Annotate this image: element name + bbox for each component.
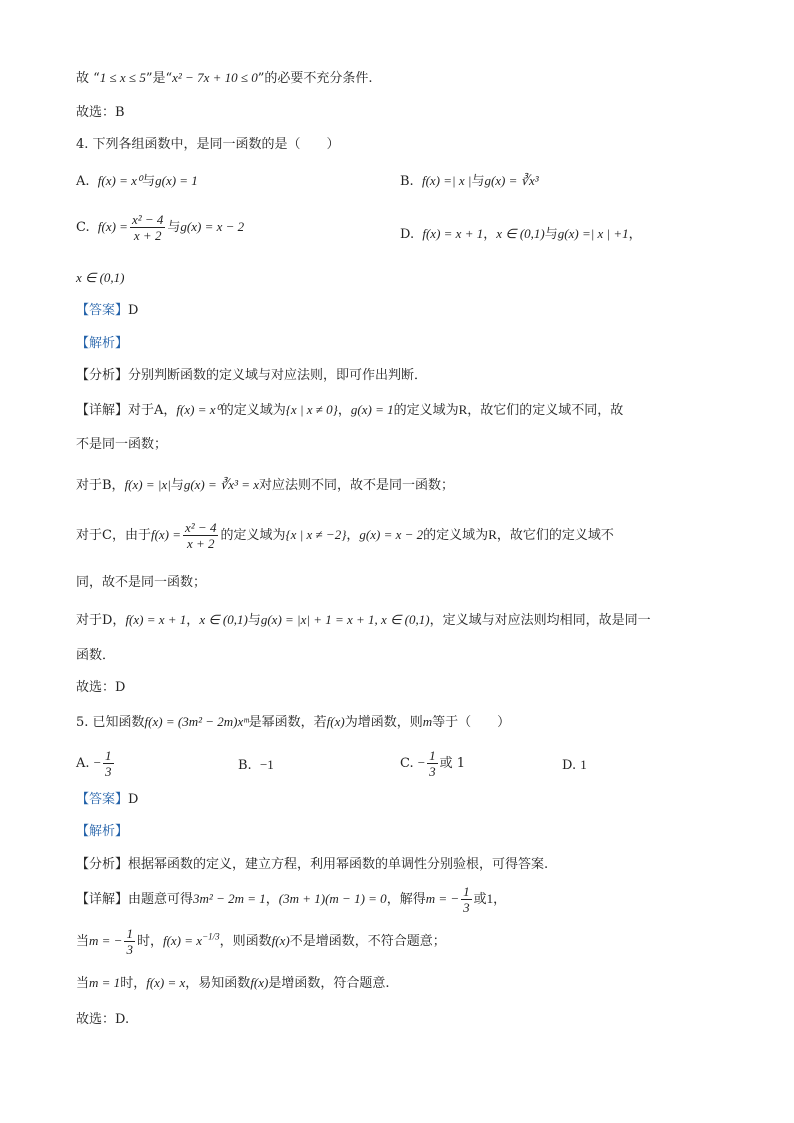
- math: f(x) = x: [146, 975, 186, 990]
- math: f(x) = x + 1: [422, 226, 484, 241]
- math: −1: [259, 757, 274, 772]
- option-label: B.: [238, 758, 252, 773]
- text: 是幂函数，若: [248, 715, 327, 730]
- text: 与: [247, 613, 261, 628]
- text: ”的必要不充分条件.: [257, 71, 373, 86]
- text: ，定义域与对应法则均相同，故是同一: [429, 613, 651, 628]
- numerator: x² − 4: [131, 212, 164, 227]
- text: ，故它们的定义域不同，故: [467, 403, 624, 418]
- text: 的定义域为: [393, 403, 459, 418]
- question-5-stem: [76, 714, 510, 731]
- text: 的定义域为: [220, 403, 286, 418]
- answer-tag: 【答案】: [76, 792, 129, 807]
- math: f(x) = x⁰: [176, 402, 221, 417]
- fenxi-tag: 【分析】: [76, 857, 129, 872]
- q5-detail-line-3: [76, 975, 390, 992]
- q4-analysis-tag: 【解析】: [76, 336, 129, 351]
- text: 不是增函数，不符合题意；: [289, 934, 446, 949]
- math: f(x) = (3m² − 2m)xᵐ: [144, 714, 249, 729]
- conclusion-line: [76, 70, 373, 87]
- text: 对应法则不同，故不是同一函数；: [259, 478, 455, 493]
- option-label: B.: [400, 174, 414, 189]
- denominator: 3: [429, 764, 436, 779]
- option-label: C.: [400, 756, 414, 771]
- numerator: 1: [105, 748, 112, 763]
- denominator: 3: [463, 900, 470, 915]
- text: 或 1: [439, 756, 466, 771]
- text: 是增函数，符合题意.: [268, 976, 390, 991]
- math: m = −: [425, 891, 460, 906]
- math: {x | x ≠ 0}: [285, 402, 338, 417]
- option-label: A.: [76, 174, 90, 189]
- text: ，易知函数: [185, 976, 251, 991]
- math: R: [458, 402, 468, 417]
- q4-detail-line-4: [76, 520, 614, 551]
- denominator: x + 2: [186, 536, 215, 551]
- q5-choice: 故选：D.: [76, 1012, 130, 1027]
- numerator: 1: [126, 926, 133, 941]
- text: ，: [483, 227, 497, 242]
- question-4-stem: 4. 下列各组函数中，是同一函数的是（ ）: [76, 137, 340, 152]
- xiangjie-tag: 【详解】: [76, 892, 129, 907]
- math: x² − 7x + 10 ≤ 0: [172, 70, 258, 85]
- text: 5. 已知函数: [76, 715, 145, 730]
- math: 1: [580, 757, 587, 772]
- math: m: [422, 714, 433, 729]
- math: 1 ≤ x ≤ 5: [99, 70, 146, 85]
- q4-detail-line-3: [76, 477, 454, 494]
- text: 由题意可得: [128, 892, 194, 907]
- q5-option-d: [562, 757, 587, 774]
- fraction: [461, 884, 472, 915]
- math: g(x) = 1: [350, 402, 394, 417]
- text: 故 “: [76, 71, 100, 86]
- math: f(x) = x: [162, 933, 203, 948]
- choice-line: 故选：B: [76, 105, 125, 120]
- math: g(x) = x − 2: [359, 527, 424, 542]
- fenxi-text: 根据幂函数的定义，建立方程，利用幂函数的单调性分别验根，可得答案.: [128, 857, 549, 872]
- text: 与: [471, 174, 485, 189]
- math: g(x) = |x| + 1 = x + 1, x ∈ (0,1): [260, 612, 430, 627]
- math: g(x) =| x | +1: [557, 226, 629, 241]
- fraction: [124, 926, 135, 957]
- math: 1: [486, 891, 494, 906]
- exponent: −1/3: [202, 931, 220, 942]
- math: m = 1: [89, 975, 121, 990]
- q4-choice: 故选：D: [76, 680, 126, 695]
- q4-detail-line-7: 函数．: [76, 648, 116, 663]
- text: ，解得: [386, 892, 426, 907]
- text: 对于C，由于: [76, 528, 151, 543]
- q5-option-b: [238, 757, 274, 774]
- q4-option-c: [76, 212, 244, 243]
- text: ，: [186, 613, 200, 628]
- q5-detail-line-1: [76, 884, 506, 915]
- q4-detail-line-1: [76, 402, 623, 419]
- text: 等于（ ）: [432, 715, 511, 730]
- option-label: D.: [562, 758, 577, 773]
- text: ，: [265, 892, 279, 907]
- q4-detail-line-5: 同，故不是同一函数；: [76, 575, 207, 590]
- text: 与: [142, 174, 156, 189]
- math: f(x) = |x|: [124, 477, 171, 492]
- q4-detail-line-2: 不是同一函数；: [76, 437, 168, 452]
- math: {x | x ≠ −2}: [285, 527, 347, 542]
- text: 对于D，: [76, 613, 126, 628]
- fraction: [103, 748, 114, 779]
- numerator: 1: [463, 884, 470, 899]
- math: g(x) = ∛x³: [484, 173, 539, 188]
- math: f(x) =| x |: [421, 173, 472, 188]
- math: f(x): [271, 933, 290, 948]
- text: 的定义域为: [423, 528, 489, 543]
- denominator: 3: [105, 764, 112, 779]
- option-label: D.: [400, 227, 415, 242]
- text: 当: [76, 934, 90, 949]
- answer-value: D: [128, 792, 139, 807]
- q5-option-a: [76, 748, 116, 779]
- numerator: x² − 4: [185, 520, 217, 535]
- denominator: 3: [126, 942, 133, 957]
- q4-option-d-domain: x ∈ (0,1): [76, 270, 125, 285]
- math: g(x) = 1: [155, 173, 198, 188]
- text: 对于B，: [76, 478, 125, 493]
- text: ”是“: [145, 71, 173, 86]
- q4-option-d: [400, 226, 642, 243]
- text: 当: [76, 976, 90, 991]
- math: x ∈ (0,1): [496, 226, 545, 241]
- q4-option-b: [400, 173, 539, 190]
- text: ，: [337, 403, 351, 418]
- text: ，故它们的定义域不: [496, 528, 614, 543]
- math: 3m² − 2m = 1: [193, 891, 266, 906]
- q5-analysis-tag: 【解析】: [76, 824, 129, 839]
- denominator: x + 2: [133, 228, 162, 243]
- math: f(x) = x + 1: [125, 612, 187, 627]
- q4-option-a: [76, 173, 198, 190]
- text: 与: [167, 220, 181, 235]
- fenxi-tag: 【分析】: [76, 368, 129, 383]
- math: f(x): [250, 975, 269, 990]
- math: g(x) = ∛x³ = x: [183, 477, 260, 492]
- text: 的定义域为: [220, 528, 286, 543]
- math: −: [93, 755, 102, 770]
- answer-tag: 【答案】: [76, 303, 129, 318]
- math: x ∈ (0,1): [199, 612, 248, 627]
- option-label: C.: [76, 220, 90, 235]
- option-label: A.: [76, 756, 90, 771]
- answer-value: D: [128, 303, 139, 318]
- q5-option-c: [400, 748, 465, 779]
- math: R: [488, 527, 497, 542]
- text: 与: [170, 478, 184, 493]
- math: g(x) = x − 2: [180, 219, 245, 234]
- numerator: 1: [429, 748, 436, 763]
- text: ，: [628, 227, 642, 242]
- math: (3m + 1)(m − 1) = 0: [278, 891, 387, 906]
- math: f(x) =: [97, 219, 128, 234]
- text: 时，: [136, 934, 163, 949]
- math: f(x): [326, 714, 345, 729]
- xiangjie-tag: 【详解】: [76, 403, 129, 418]
- fenxi-text: 分别判断函数的定义域与对应法则，即可作出判断．: [128, 368, 428, 383]
- text: 对于A，: [128, 403, 177, 418]
- q5-detail-line-2: [76, 926, 446, 957]
- q5-answer: [76, 792, 138, 808]
- text: 或: [473, 892, 487, 907]
- math: f(x) =: [150, 527, 182, 542]
- fraction: [183, 520, 218, 551]
- text: ，: [493, 892, 507, 907]
- q4-answer: [76, 303, 138, 319]
- text: ，: [346, 528, 360, 543]
- math: f(x) = x⁰: [97, 173, 143, 188]
- fraction: [427, 748, 438, 779]
- text: 时，: [120, 976, 147, 991]
- text: ，则函数: [219, 934, 272, 949]
- math: m = −: [89, 933, 123, 948]
- q5-fenxi: [76, 857, 548, 873]
- text: 与: [544, 227, 558, 242]
- math: −: [417, 755, 426, 770]
- q4-detail-line-6: [76, 612, 651, 629]
- q4-fenxi: [76, 368, 427, 384]
- text: 为增函数，则: [344, 715, 423, 730]
- fraction: [130, 212, 165, 243]
